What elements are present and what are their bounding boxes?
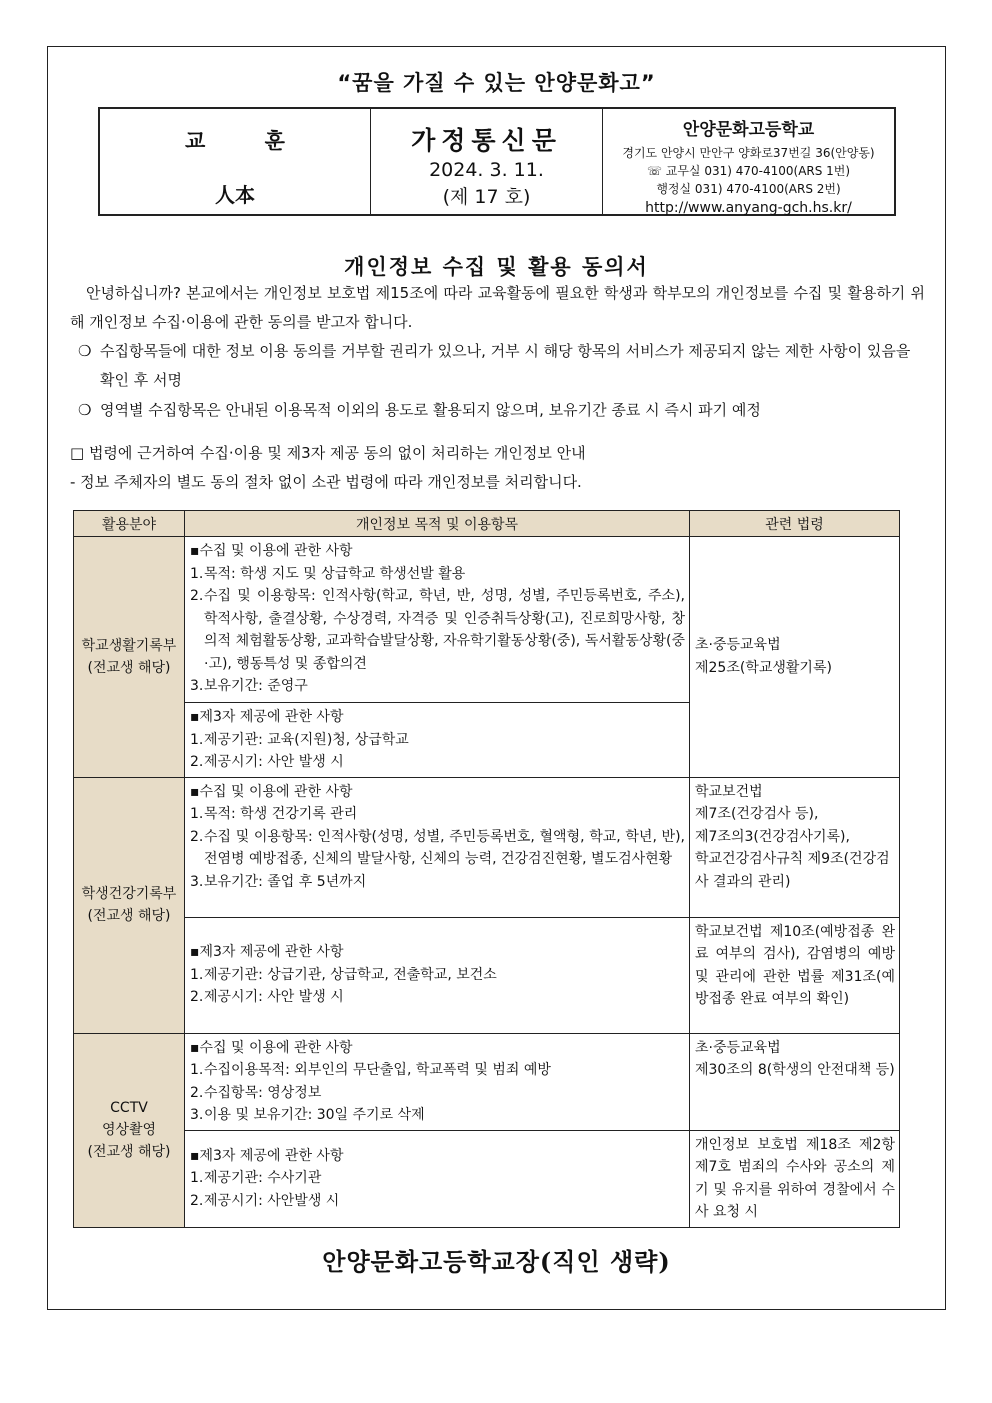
newsletter-header	[98, 107, 896, 216]
table-header-row	[74, 511, 900, 537]
table-row	[74, 777, 900, 917]
list-item: 3.보유기간: 준영구	[190, 678, 308, 694]
list-item: 1.수집이용목적: 외부인의 무단출입, 학교폭력 및 범죄 예방	[190, 1062, 551, 1078]
motto-label: 교 훈	[185, 129, 311, 153]
area-name: 학생건강기록부	[81, 886, 177, 902]
school-slogan: “꿈을 가질 수 있는 안양문화고”	[337, 71, 656, 95]
school-name: 안양문화고등학교	[682, 120, 815, 140]
area-cell	[74, 1033, 185, 1227]
principal-signature: 안양문화고등학교장(직인 생략)	[322, 1247, 671, 1276]
bullet-mark: ❍	[78, 401, 92, 419]
motto-cell	[100, 109, 371, 214]
law-line: 제25조(학교생활기록)	[695, 659, 832, 676]
area-name: CCTV	[110, 1100, 148, 1116]
law-cell	[690, 537, 900, 778]
law-line: 학교건강검사규칙 제9조(건강검사 결과의 관리)	[695, 851, 890, 890]
area-name-sub: 영상촬영	[101, 1122, 157, 1138]
list-item: 1.목적: 학생 건강기록 관리	[190, 806, 358, 822]
collect-heading: ▪수집 및 이용에 관한 사항	[190, 543, 353, 559]
intro-paragraph: 안녕하십니까? 본교에서는 개인정보 보호법 제15조에 따라 교육활동에 필요한 학생과 학부모의 개인정보를 수집 및 활용하기 위해 개인정보 수집·이용에 관한 동의를 받고자 합니다.	[70, 284, 925, 331]
law-line: 제7조(건강검사 등),	[695, 806, 819, 822]
column-header: 개인정보 목적 및 이용항목	[185, 511, 690, 537]
bullet-mark: ❍	[78, 342, 92, 360]
newsletter-issue: (제 17 호)	[442, 186, 531, 208]
list-item: 2.제공시기: 사안 발생 시	[190, 754, 344, 770]
law-line: 제7조의3(건강검사기록),	[695, 828, 850, 845]
list-item: 2.수집 및 이용항목: 인적사항(학교, 학년, 반, 성명, 성별, 주민등록번호, 주소), 학적사항, 출결상황, 수상경력, 자격증 및 인증취득상황(고), 진로희망사항, 창의적 체험활동상황, 교과학습발달상황, 자유학기활동상황(중), 독서활동상황(중·고), 행동특성 및 종합의견	[190, 588, 685, 672]
law-cell	[690, 777, 900, 917]
list-item: 2.제공시기: 사안 발생 시	[190, 989, 344, 1006]
newsletter-title: 가정통신문	[411, 126, 562, 155]
law-cell: 학교보건법 제10조(예방접종 완료 여부의 검사), 감염병의 예방 및 관리에 관한 법률 제31조(예방접종 완료 여부의 확인)	[690, 917, 900, 1033]
privacy-table	[73, 510, 900, 1228]
document-title: 개인정보 수집 및 활용 동의서	[344, 254, 649, 279]
collect-cell	[185, 1033, 690, 1130]
school-info-cell	[603, 109, 894, 214]
area-name: 학교생활기록부	[81, 637, 177, 654]
column-header: 활용분야	[74, 511, 185, 537]
table-row	[74, 537, 900, 703]
law-line: 초·중등교육법	[695, 637, 781, 654]
school-phone-office: ☏ 교무실 031) 470-4100(ARS 1번)	[646, 164, 851, 178]
law-line: 초·중등교육법	[695, 1039, 781, 1056]
law-cell	[690, 1033, 900, 1130]
notice-bullet	[78, 337, 928, 395]
provide-cell	[185, 917, 690, 1033]
newsletter-date: 2024. 3. 11.	[429, 159, 544, 181]
collect-heading: ▪수집 및 이용에 관한 사항	[190, 1039, 353, 1056]
list-item: 1.제공기관: 교육(지원)청, 상급학교	[190, 731, 409, 748]
section-note: - 정보 주체자의 별도 동의 절차 없이 소관 법령에 따라 개인정보를 처리합니다.	[70, 473, 582, 491]
collect-heading: ▪수집 및 이용에 관한 사항	[190, 783, 353, 800]
table-row	[74, 1130, 900, 1227]
list-item: 2.수집항목: 영상정보	[190, 1084, 322, 1101]
list-item: 2.제공시기: 사안발생 시	[190, 1192, 340, 1209]
law-line: 학교보건법	[695, 783, 763, 800]
law-cell: 개인정보 보호법 제18조 제2항 제7호 범죄의 수사와 공소의 제기 및 유지를 위하여 경찰에서 수사 요청 시	[690, 1130, 900, 1227]
provide-cell	[185, 703, 690, 778]
newsletter-cell	[371, 109, 603, 214]
provide-heading: ▪제3자 제공에 관한 사항	[190, 1147, 344, 1164]
provide-cell	[185, 1130, 690, 1227]
school-website-link[interactable]: http://www.anyang-gch.hs.kr/	[645, 200, 852, 216]
collect-cell	[185, 537, 690, 703]
collect-cell	[185, 777, 690, 917]
area-scope: (전교생 해당)	[87, 1144, 171, 1160]
list-item: 1.제공기관: 상급기관, 상급학교, 전출학교, 보건소	[190, 966, 497, 983]
provide-heading: ▪제3자 제공에 관한 사항	[190, 944, 344, 961]
document-frame	[47, 46, 946, 1310]
motto-value: 人本	[215, 183, 255, 207]
table-row	[74, 1033, 900, 1130]
table-row	[74, 917, 900, 1033]
area-scope: (전교생 해당)	[87, 659, 171, 676]
list-item: 1.목적: 학생 지도 및 상급학교 학생선발 활용	[190, 565, 466, 582]
area-scope: (전교생 해당)	[87, 908, 171, 924]
area-cell	[74, 777, 185, 1033]
school-address: 경기도 안양시 만안구 양화로37번길 36(안양동)	[622, 146, 875, 160]
list-item: 1.제공기관: 수사기관	[190, 1170, 322, 1187]
list-item: 3.이용 및 보유기간: 30일 주기로 삭제	[190, 1107, 425, 1123]
school-phone-admin: 행정실 031) 470-4100(ARS 2번)	[656, 182, 841, 196]
provide-heading: ▪제3자 제공에 관한 사항	[190, 709, 344, 725]
list-item: 2.수집 및 이용항목: 인적사항(성명, 성별, 주민등록번호, 혈액형, 학교, 학년, 반), 전염병 예방접종, 신체의 발달사항, 신체의 능력, 건강검진현황, 별도검사현황	[190, 828, 685, 867]
area-cell	[74, 537, 185, 778]
column-header: 관련 법령	[690, 511, 900, 537]
notice-bullet	[78, 396, 928, 425]
section-heading: □ 법령에 근거하여 수집·이용 및 제3자 제공 동의 없이 처리하는 개인정보 안내	[70, 444, 586, 462]
law-line: 제30조의 8(학생의 안전대책 등)	[695, 1062, 895, 1078]
list-item: 3.보유기간: 졸업 후 5년까지	[190, 873, 367, 890]
bullet-text: 수집항목들에 대한 정보 이용 동의를 거부할 권리가 있으나, 거부 시 해당 항목의 서비스가 제공되지 않는 제한 사항이 있음을 확인 후 서명	[100, 342, 911, 389]
bullet-text: 영역별 수집항목은 안내된 이용목적 이외의 용도로 활용되지 않으며, 보유기간 종료 시 즉시 파기 예정	[100, 401, 761, 419]
